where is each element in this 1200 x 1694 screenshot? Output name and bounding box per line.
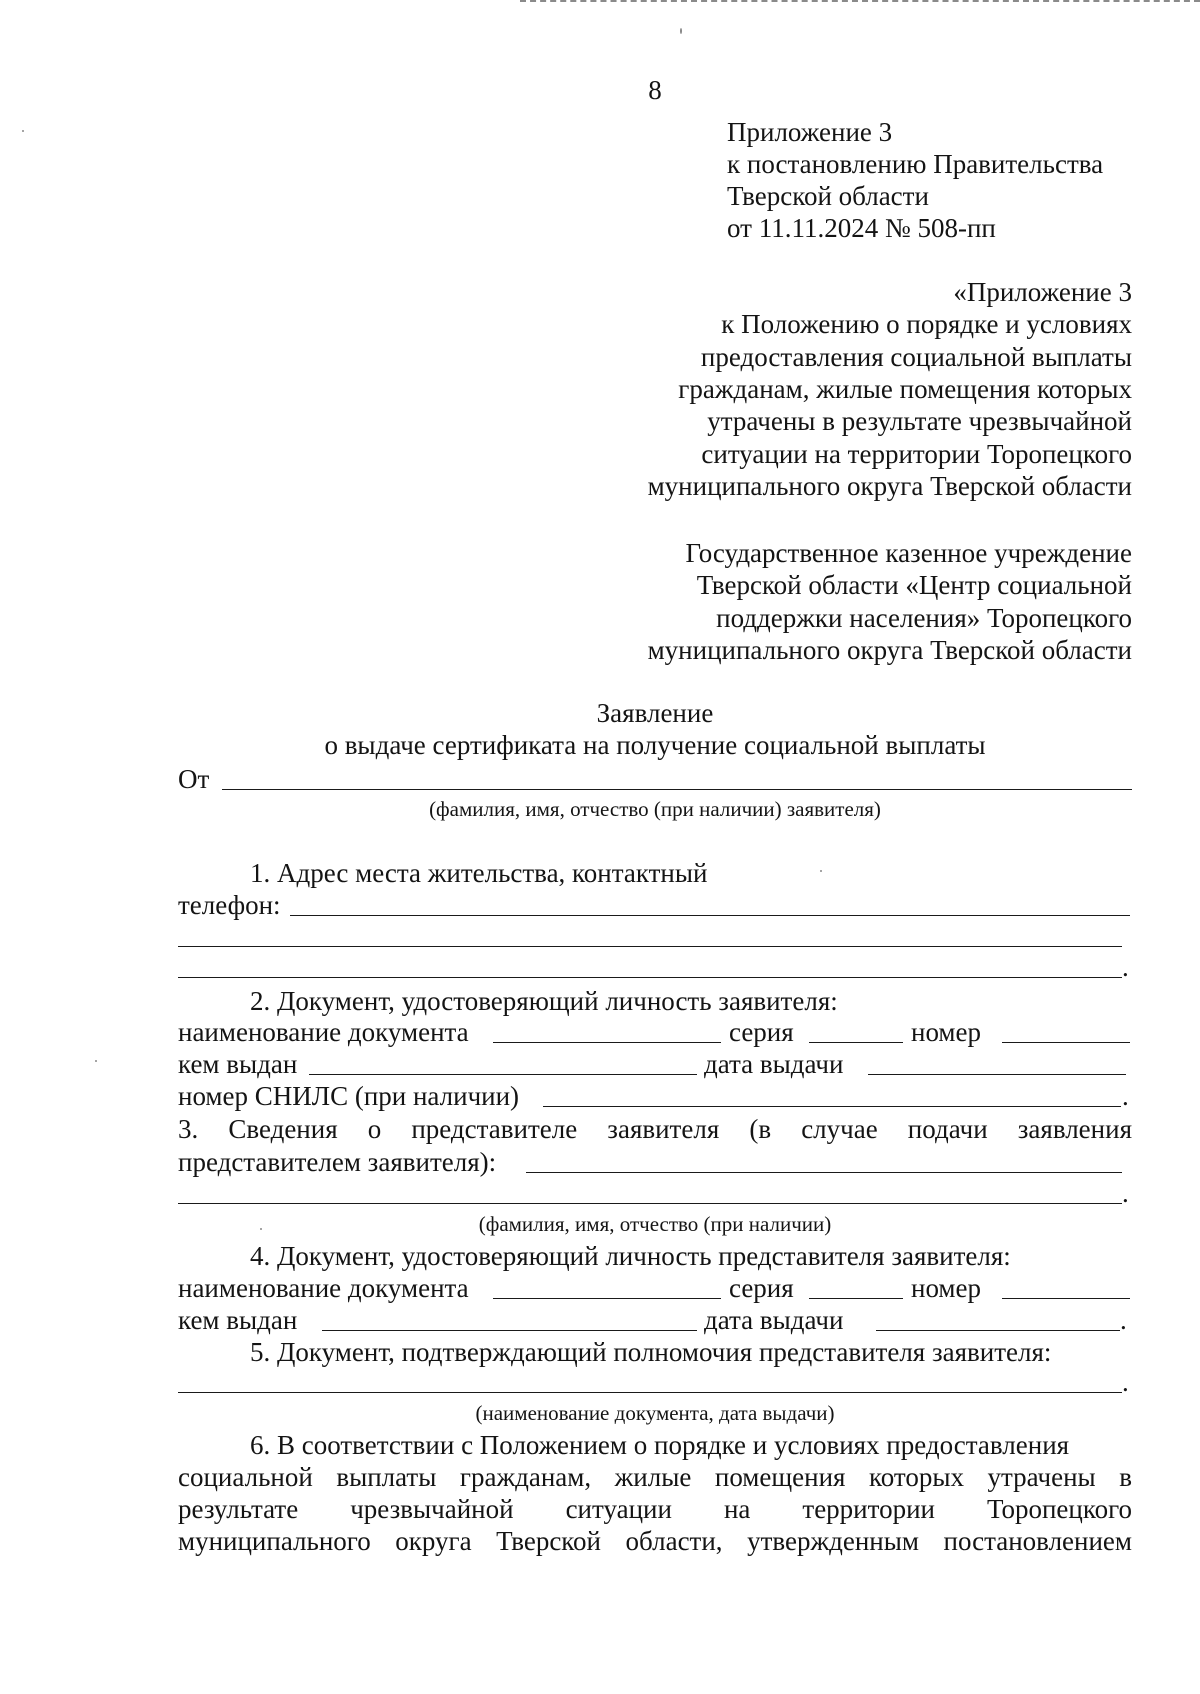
sub-appendix-line: ситуации на территории Торопецкого xyxy=(701,439,1132,469)
section5-heading: 5. Документ, подтверждающий полномочия представителя заявителя: xyxy=(250,1337,1052,1367)
snils-label: номер СНИЛС (при наличии) xyxy=(178,1081,520,1111)
issued-by-label: кем выдан xyxy=(178,1049,298,1079)
section3-line2: представителем заявителя): xyxy=(178,1147,497,1177)
issue-date-label: дата выдачи xyxy=(704,1305,844,1335)
scan-speck xyxy=(820,870,822,872)
section6-line2 xyxy=(178,1461,1132,1493)
doc-name-label: наименование документа xyxy=(178,1017,469,1047)
representative-field[interactable] xyxy=(526,1172,1122,1173)
section6-line1: 6. В соответствии с Положением о порядке и условиях предоставления xyxy=(250,1430,1070,1460)
section6-line2-text: социальной выплаты гражданам, жилые помещения которых утрачены в xyxy=(178,1462,1132,1492)
section6-line4 xyxy=(178,1525,1132,1557)
appendix-line: от 11.11.2024 № 508-пп xyxy=(727,213,996,243)
rep-series-field[interactable] xyxy=(809,1298,903,1299)
scan-speck xyxy=(680,28,682,34)
issue-date-label: дата выдачи xyxy=(704,1049,844,1079)
page-number: 8 xyxy=(648,75,662,105)
representative-hint: (фамилия, имя, отчество (при наличии) xyxy=(478,1212,832,1236)
section2-doc-row xyxy=(178,1016,1130,1048)
section6-line3 xyxy=(178,1493,1132,1525)
authority-doc-hint: (наименование документа, дата выдачи) xyxy=(475,1401,835,1425)
section4-heading: 4. Документ, удостоверяющий личность представителя заявителя: xyxy=(250,1241,1011,1271)
issued-by-field[interactable] xyxy=(309,1074,697,1075)
snils-row xyxy=(178,1080,1130,1112)
address-phone-field[interactable] xyxy=(290,915,1130,916)
number-label: номер xyxy=(911,1017,982,1047)
issue-date-field[interactable] xyxy=(868,1074,1126,1075)
series-label: серия xyxy=(729,1017,794,1047)
appendix-line: к постановлению Правительства xyxy=(727,149,1104,179)
sub-appendix-line: предоставления социальной выплаты xyxy=(700,342,1132,372)
addressee-line: муниципального округа Тверской области xyxy=(647,635,1132,665)
series-field[interactable] xyxy=(809,1042,903,1043)
sub-appendix-line: гражданам, жилые помещения которых xyxy=(678,374,1132,404)
addressee-line: Тверской области «Центр социальной xyxy=(696,570,1132,600)
applicant-name-hint: (фамилия, имя, отчество (при наличии) заявителя) xyxy=(429,797,881,821)
section2-issued-row xyxy=(178,1048,1130,1080)
section4-issued-row xyxy=(178,1304,1130,1336)
authority-doc-field[interactable] xyxy=(178,1392,1122,1393)
section2-heading: 2. Документ, удостоверяющий личность заявителя: xyxy=(250,986,838,1016)
applicant-name-field[interactable] xyxy=(222,789,1132,790)
section3-line1-text: 3. Сведения о представителе заявителя (в случае подачи заявления xyxy=(178,1114,1132,1144)
scan-top-edge xyxy=(520,0,1200,4)
number-label: номер xyxy=(911,1273,982,1303)
section3-end-dot: . xyxy=(1122,1178,1129,1208)
scan-speck xyxy=(22,130,24,132)
scan-speck xyxy=(260,1228,262,1230)
scan-speck xyxy=(95,1060,97,1062)
sub-appendix-line: к Положению о порядке и условиях xyxy=(721,309,1132,339)
section4-end-dot: . xyxy=(1120,1305,1127,1335)
series-label: серия xyxy=(729,1273,794,1303)
addressee-line: Государственное казенное учреждение xyxy=(685,538,1132,568)
rep-issued-by-field[interactable] xyxy=(322,1330,697,1331)
rep-number-field[interactable] xyxy=(1002,1298,1130,1299)
section3-line1 xyxy=(178,1113,1132,1145)
appendix-line: Тверской области xyxy=(727,181,929,211)
snils-field[interactable] xyxy=(543,1106,1121,1107)
address-phone-field-line3[interactable] xyxy=(178,977,1122,978)
snils-end-dot: . xyxy=(1122,1081,1129,1111)
rep-issue-date-field[interactable] xyxy=(876,1330,1120,1331)
doc-name-field[interactable] xyxy=(493,1042,721,1043)
address-phone-field-line2[interactable] xyxy=(178,946,1122,947)
doc-name-label: наименование документа xyxy=(178,1273,469,1303)
section6-line4-text: муниципального округа Тверской области, утвержденным постановлением xyxy=(178,1526,1132,1556)
section5-end-dot: . xyxy=(1122,1367,1129,1397)
section1-end-dot: . xyxy=(1122,952,1129,982)
document-subtitle: о выдаче сертификата на получение социальной выплаты xyxy=(324,730,986,760)
section1-heading: 1. Адрес места жительства, контактный xyxy=(250,858,708,888)
issued-by-label: кем выдан xyxy=(178,1305,298,1335)
section4-doc-row xyxy=(178,1272,1130,1304)
document-title: Заявление xyxy=(596,698,714,728)
sub-appendix-line: муниципального округа Тверской области xyxy=(647,471,1132,501)
addressee-line: поддержки населения» Торопецкого xyxy=(716,603,1132,633)
sub-appendix-line: утрачены в результате чрезвычайной xyxy=(707,406,1132,436)
number-field[interactable] xyxy=(1002,1042,1130,1043)
from-label: От xyxy=(178,764,210,794)
appendix-line: Приложение 3 xyxy=(727,117,893,147)
sub-appendix-line: «Приложение 3 xyxy=(953,277,1132,307)
section6-line3-text: результате чрезвычайной ситуации на территории Торопецкого xyxy=(178,1494,1132,1524)
rep-doc-name-field[interactable] xyxy=(493,1298,721,1299)
phone-label: телефон: xyxy=(178,890,281,920)
representative-field-line2[interactable] xyxy=(178,1203,1122,1204)
